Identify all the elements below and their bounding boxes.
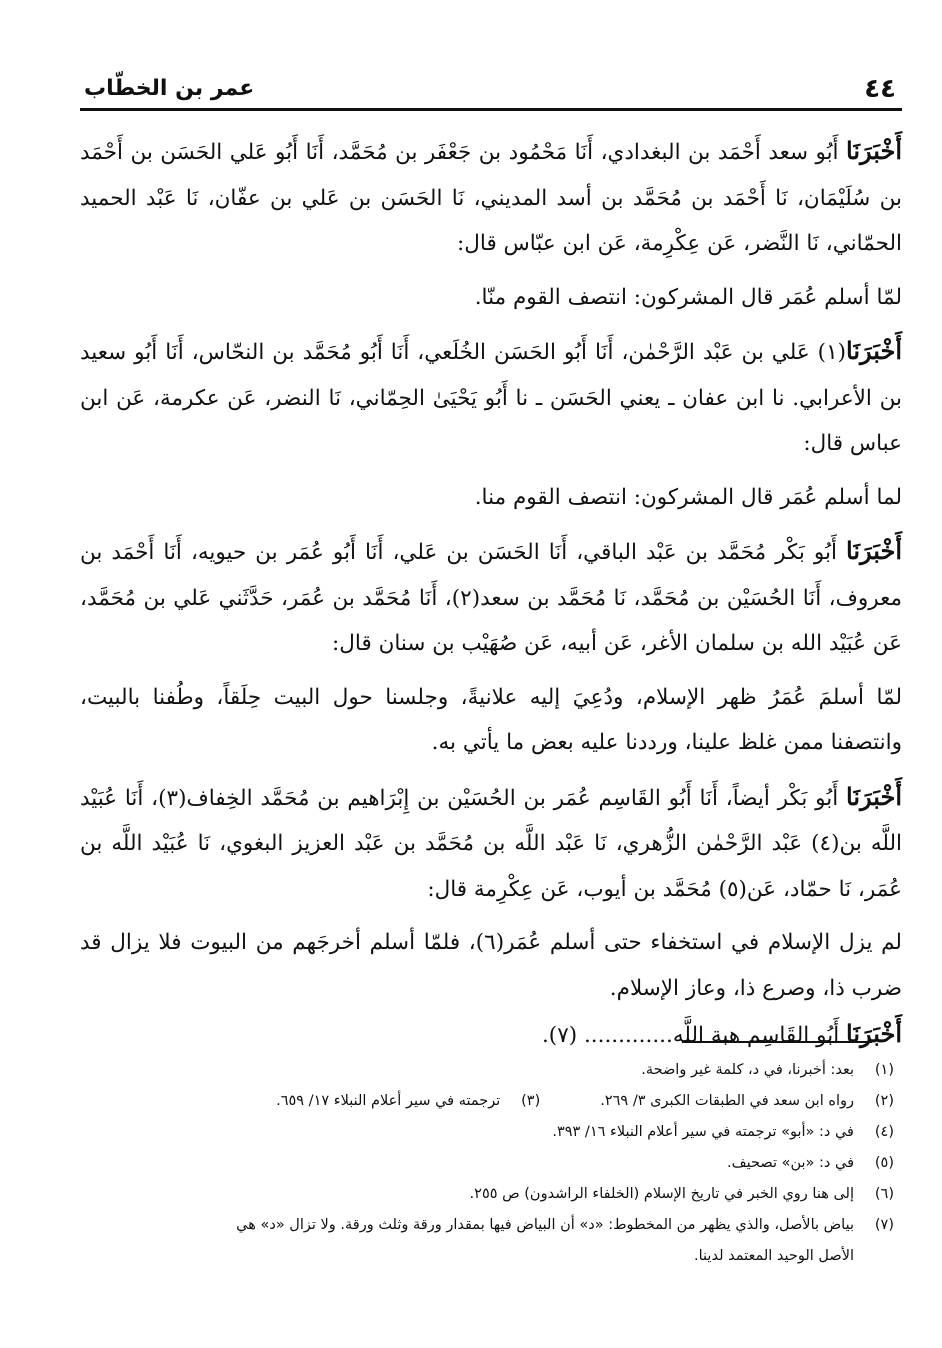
footnote-pair xyxy=(80,1086,894,1117)
paragraph xyxy=(80,328,902,467)
paragraph-text: أَبُو سعد أَحْمَد بن البغدادي، أَنَا مَحْمُود بن جَعْفَر بن مُحَمَّد، أَنَا أَبُو عَلي الحَسَن بن أَحْمَد بن سُلَيْمَان، نَا أَحْمَد بن مُحَمَّد بن أسد المديني، نَا الحَسَن بن عَلي بن عفّان، نَا عَبْد الحميد الحمّاني، نَا النَّضر، عَن عِكْرِمة، عَن ابن عبّاس قال: xyxy=(80,140,902,256)
footnote xyxy=(80,1148,894,1179)
footnote xyxy=(80,1210,894,1241)
narration-keyword: أَخْبَرَنَا xyxy=(846,536,902,565)
paragraph xyxy=(80,528,902,667)
footnote-number: (٧) xyxy=(874,1217,894,1233)
main-text xyxy=(80,128,902,1059)
paragraph-text: (١) عَلي بن عَبْد الرَّحْمٰن، أَنَا أَبُو الحَسَن الخُلَعي، أَنَا أَبُو مُحَمَّد بن النحّاس، أَنَا أَبُو سعيد بن الأعرابي. نا ابن عفان ـ يعني الحَسَن ـ نا أَبُو يَحْيَىٰ الحِمّاني، نَا النضر، عَن عكرمة، عَن ابن عباس قال: xyxy=(80,340,902,456)
footnotes xyxy=(80,1055,894,1272)
paragraph-text: لم يزل الإسلام في استخفاء حتى أسلم عُمَر(٦)، فلمّا أسلم أخرجَهم من البيوت فلا يزال قد ضرب ذا، وصرع ذا، وعاز الإسلام. xyxy=(80,930,902,1001)
narration-keyword: أَخْبَرَنَا xyxy=(846,1019,902,1048)
running-title: عمر بن الخطّاب xyxy=(84,76,255,101)
page-header xyxy=(80,70,902,111)
footnote-number: (٢) xyxy=(874,1093,894,1109)
paragraph-text: أَبُو القَاسِم هبة اللَّه............. (٧). xyxy=(541,1023,847,1048)
footnote-text: في د: «أبو» ترجمته في سير أعلام النبلاء ١٦/ ٣٩٣. xyxy=(552,1124,854,1140)
footnote-text: بياض بالأصل، والذي يظهر من المخطوط: «د» أن البياض فيها بمقدار ورقة وثلث ورقة. ولا تزال «د» هي xyxy=(236,1217,854,1233)
footnote-text: إلى هنا روي الخبر في تاريخ الإسلام (الخلفاء الراشدون) ص ٢٥٥. xyxy=(469,1186,854,1202)
paragraph-text: لمّا أسلم عُمَر قال المشركون: انتصف القوم منّا. xyxy=(474,284,902,310)
paragraph xyxy=(80,1011,902,1059)
narration-keyword: أَخْبَرَنَا xyxy=(846,336,902,365)
footnote-text: رواه ابن سعد في الطبقات الكبرى ٣/ ٢٦٩. xyxy=(600,1093,854,1109)
footnote xyxy=(80,1117,894,1148)
footnote xyxy=(80,1179,894,1210)
footnote-text: ترجمته في سير أعلام النبلاء ١٧/ ٦٥٩. xyxy=(276,1093,501,1109)
footnote-text: بعد: أخبرنا، في د، كلمة غير واضحة. xyxy=(641,1062,854,1078)
paragraph xyxy=(80,475,902,521)
narration-keyword: أَخْبَرَنَا xyxy=(846,136,902,165)
paragraph xyxy=(80,128,902,267)
paragraph-text: لمّا أسلمَ عُمَرُ ظهر الإسلام، ودُعِيَ إليه علانيةً، وجلسنا حول البيت حِلَقاً، وطُفنا بالبيت، وانتصفنا ممن غلظ علينا، ورددنا عليه بعض ما يأتي به. xyxy=(80,684,902,755)
paragraph xyxy=(80,675,902,766)
paragraph xyxy=(80,275,902,321)
paragraph-text: لما أسلم عُمَر قال المشركون: انتصف القوم منا. xyxy=(474,484,902,510)
page-number: ٤٤ xyxy=(864,74,896,104)
paragraph-text: أَبُو بَكْر أيضاً، أَنَا أَبُو القَاسِم عُمَر بن الحُسَيْن بن إِبْرَاهيم بن مُحَمَّد الخِفاف(٣)، أَنَا عُبَيْد اللَّه بن(٤) عَبْد الرَّحْمٰن الزُّهري، نَا عَبْد اللَّه بن مُحَمَّد بن عَبْد العزيز البغوي، نَا عُبَيْد اللَّه بن عُمَر، نَا حمّاد، عَن(٥) مُحَمَّد بن أيوب، عَن عِكْرِمة قال: xyxy=(80,785,902,902)
paragraph xyxy=(80,774,902,913)
footnote-number: (٣) xyxy=(521,1093,541,1109)
footnote-continuation: الأصل الوحيد المعتمد لدينا. xyxy=(694,1248,854,1264)
footnote-number: (١) xyxy=(874,1062,894,1078)
narration-keyword: أَخْبَرَنَا xyxy=(846,781,903,811)
paragraph-text: أَبُو بَكْر مُحَمَّد بن عَبْد الباقي، أَنَا الحَسَن بن عَلي، أَنَا أَبُو عُمَر بن حيويه، أَنَا أَحْمَد بن معروف، أَنَا الحُسَيْن بن مُحَمَّد، نَا مُحَمَّد بن سعد(٢)، أَنَا مُحَمَّد بن عُمَر، حَدَّثَني عَلي بن مُحَمَّد، عَن عُبَيْد الله بن سلمان الأغر، عَن أبيه، عَن صُهَيْب بن سنان قال: xyxy=(80,540,903,656)
footnote-number: (٦) xyxy=(874,1186,894,1202)
footnote-text: في د: «بن» تصحيف. xyxy=(727,1155,854,1171)
footnote xyxy=(80,1055,894,1086)
footnote-divider xyxy=(682,1041,872,1043)
footnote-number: (٤) xyxy=(874,1124,894,1140)
paragraph xyxy=(80,920,902,1011)
footnote-number: (٥) xyxy=(874,1155,894,1171)
